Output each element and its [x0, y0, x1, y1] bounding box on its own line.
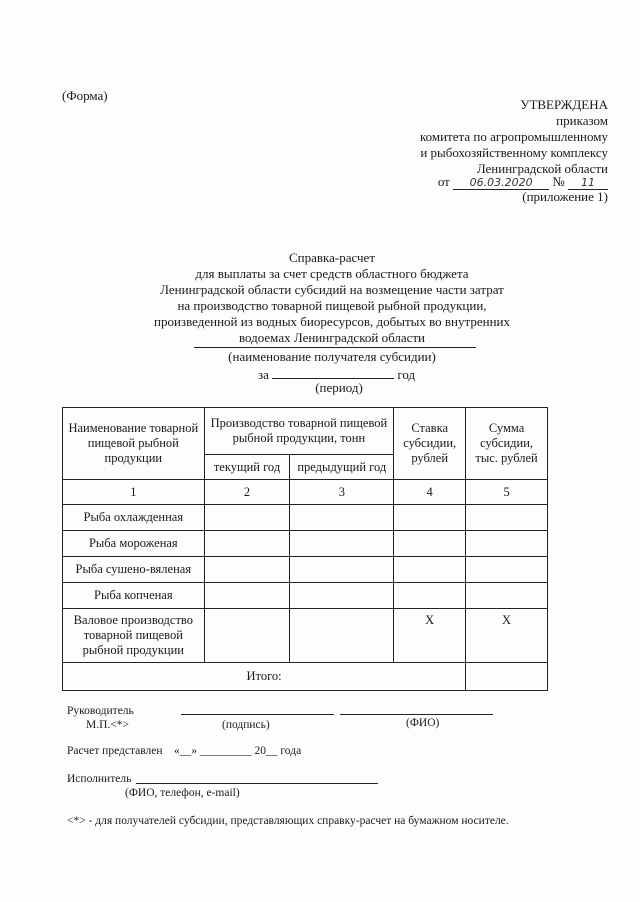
header-current-year: текущий год — [204, 455, 290, 480]
cell-empty — [204, 557, 290, 583]
total-label: Итого: — [63, 663, 466, 691]
column-number-4: 4 — [394, 480, 466, 505]
period-suffix: год — [397, 367, 416, 382]
approval-date-value: 06.03.2020 — [453, 176, 549, 190]
recipient-caption: (наименование получателя субсидии) — [228, 349, 436, 364]
executor-label: Исполнитель — [67, 773, 132, 785]
cell-empty — [204, 505, 290, 531]
table-row — [63, 505, 548, 531]
number-prefix: № — [552, 174, 565, 189]
row-label-dried: Рыба сушено-вяленая — [63, 557, 205, 583]
gross-sum-mark: X — [466, 609, 548, 663]
cell-empty — [466, 505, 548, 531]
header-sum: Сумма субсидии, тыс. рублей — [466, 408, 548, 480]
column-number-5: 5 — [466, 480, 548, 505]
column-number-2: 2 — [204, 480, 290, 505]
column-number-1: 1 — [63, 480, 205, 505]
approval-line-2: комитета по агропромышленному — [419, 129, 608, 144]
cell-empty — [290, 583, 394, 609]
row-label-frozen: Рыба мороженая — [63, 531, 205, 557]
approval-line-4: Ленинградской области — [476, 161, 608, 176]
row-label-smoked: Рыба копченая — [63, 583, 205, 609]
approval-title: УТВЕРЖДЕНА — [520, 97, 608, 112]
cell-empty — [290, 531, 394, 557]
header-production: Производство товарной пищевой рыбной продукции, тонн — [204, 408, 394, 455]
recipient-line — [194, 347, 476, 348]
period-blank — [272, 365, 394, 379]
cell-empty — [204, 609, 290, 663]
head-label: Руководитель — [67, 705, 134, 717]
row-label-chilled: Рыба охлажденная — [63, 505, 205, 531]
table-row — [63, 557, 548, 583]
approval-line-3: и рыбохозяйственному комплексу — [420, 145, 608, 160]
cell-empty — [290, 609, 394, 663]
heading-line-2: для выплаты за счет средств областного бюджета — [195, 266, 469, 281]
header-rate: Ставка субсидии, рублей — [394, 408, 466, 480]
period-caption: (период) — [315, 380, 363, 395]
period-prefix: за — [258, 367, 269, 382]
cell-empty — [466, 557, 548, 583]
signature-caption: (подпись) — [222, 719, 270, 731]
cell-empty — [466, 583, 548, 609]
row-label-gross: Валовое производство товарной пищевой рыбной продукции — [63, 609, 205, 663]
executor-caption: (ФИО, телефон, e-mail) — [125, 787, 240, 799]
heading-line-5: произведенной из водных биоресурсов, добытых во внутренних — [154, 314, 510, 329]
executor-line — [136, 783, 378, 784]
approval-number-value: 11 — [568, 176, 608, 190]
cell-empty — [394, 531, 466, 557]
cell-empty — [466, 531, 548, 557]
footnote: <*> - для получателей субсидии, представляющих справку-расчет на бумажном носителе. — [67, 815, 509, 827]
table-row — [63, 583, 548, 609]
name-caption: (ФИО) — [406, 717, 440, 729]
approval-line-1: приказом — [556, 113, 608, 128]
cell-empty — [394, 557, 466, 583]
heading-line-4: на производство товарной пищевой рыбной продукции, — [177, 298, 487, 313]
submitted-date: «__» _________ 20__ года — [174, 745, 302, 757]
cell-empty — [290, 557, 394, 583]
cell-empty — [394, 583, 466, 609]
total-value — [466, 663, 548, 691]
date-prefix: от — [437, 174, 450, 189]
cell-empty — [290, 505, 394, 531]
cell-empty — [394, 505, 466, 531]
gross-rate-mark: X — [394, 609, 466, 663]
subsidy-table — [62, 407, 548, 691]
table-row — [63, 531, 548, 557]
table-row — [63, 609, 548, 663]
name-line — [340, 714, 493, 715]
heading-title: Справка-расчет — [288, 250, 376, 265]
cell-empty — [204, 583, 290, 609]
stamp-label: М.П.<*> — [86, 719, 130, 731]
heading-line-3: Ленинградской области субсидий на возмещение части затрат — [160, 282, 504, 297]
header-previous-year: предыдущий год — [290, 455, 394, 480]
column-number-3: 3 — [290, 480, 394, 505]
form-label: (Форма) — [62, 88, 108, 103]
cell-empty — [204, 531, 290, 557]
heading-line-6: водоемах Ленинградской области — [238, 330, 426, 345]
header-product: Наименование товарной пищевой рыбной продукции — [63, 408, 205, 480]
signature-line — [181, 714, 334, 715]
approval-appendix: (приложение 1) — [522, 189, 608, 204]
approval-date-line — [438, 174, 608, 190]
submitted-label: Расчет представлен — [67, 745, 163, 757]
